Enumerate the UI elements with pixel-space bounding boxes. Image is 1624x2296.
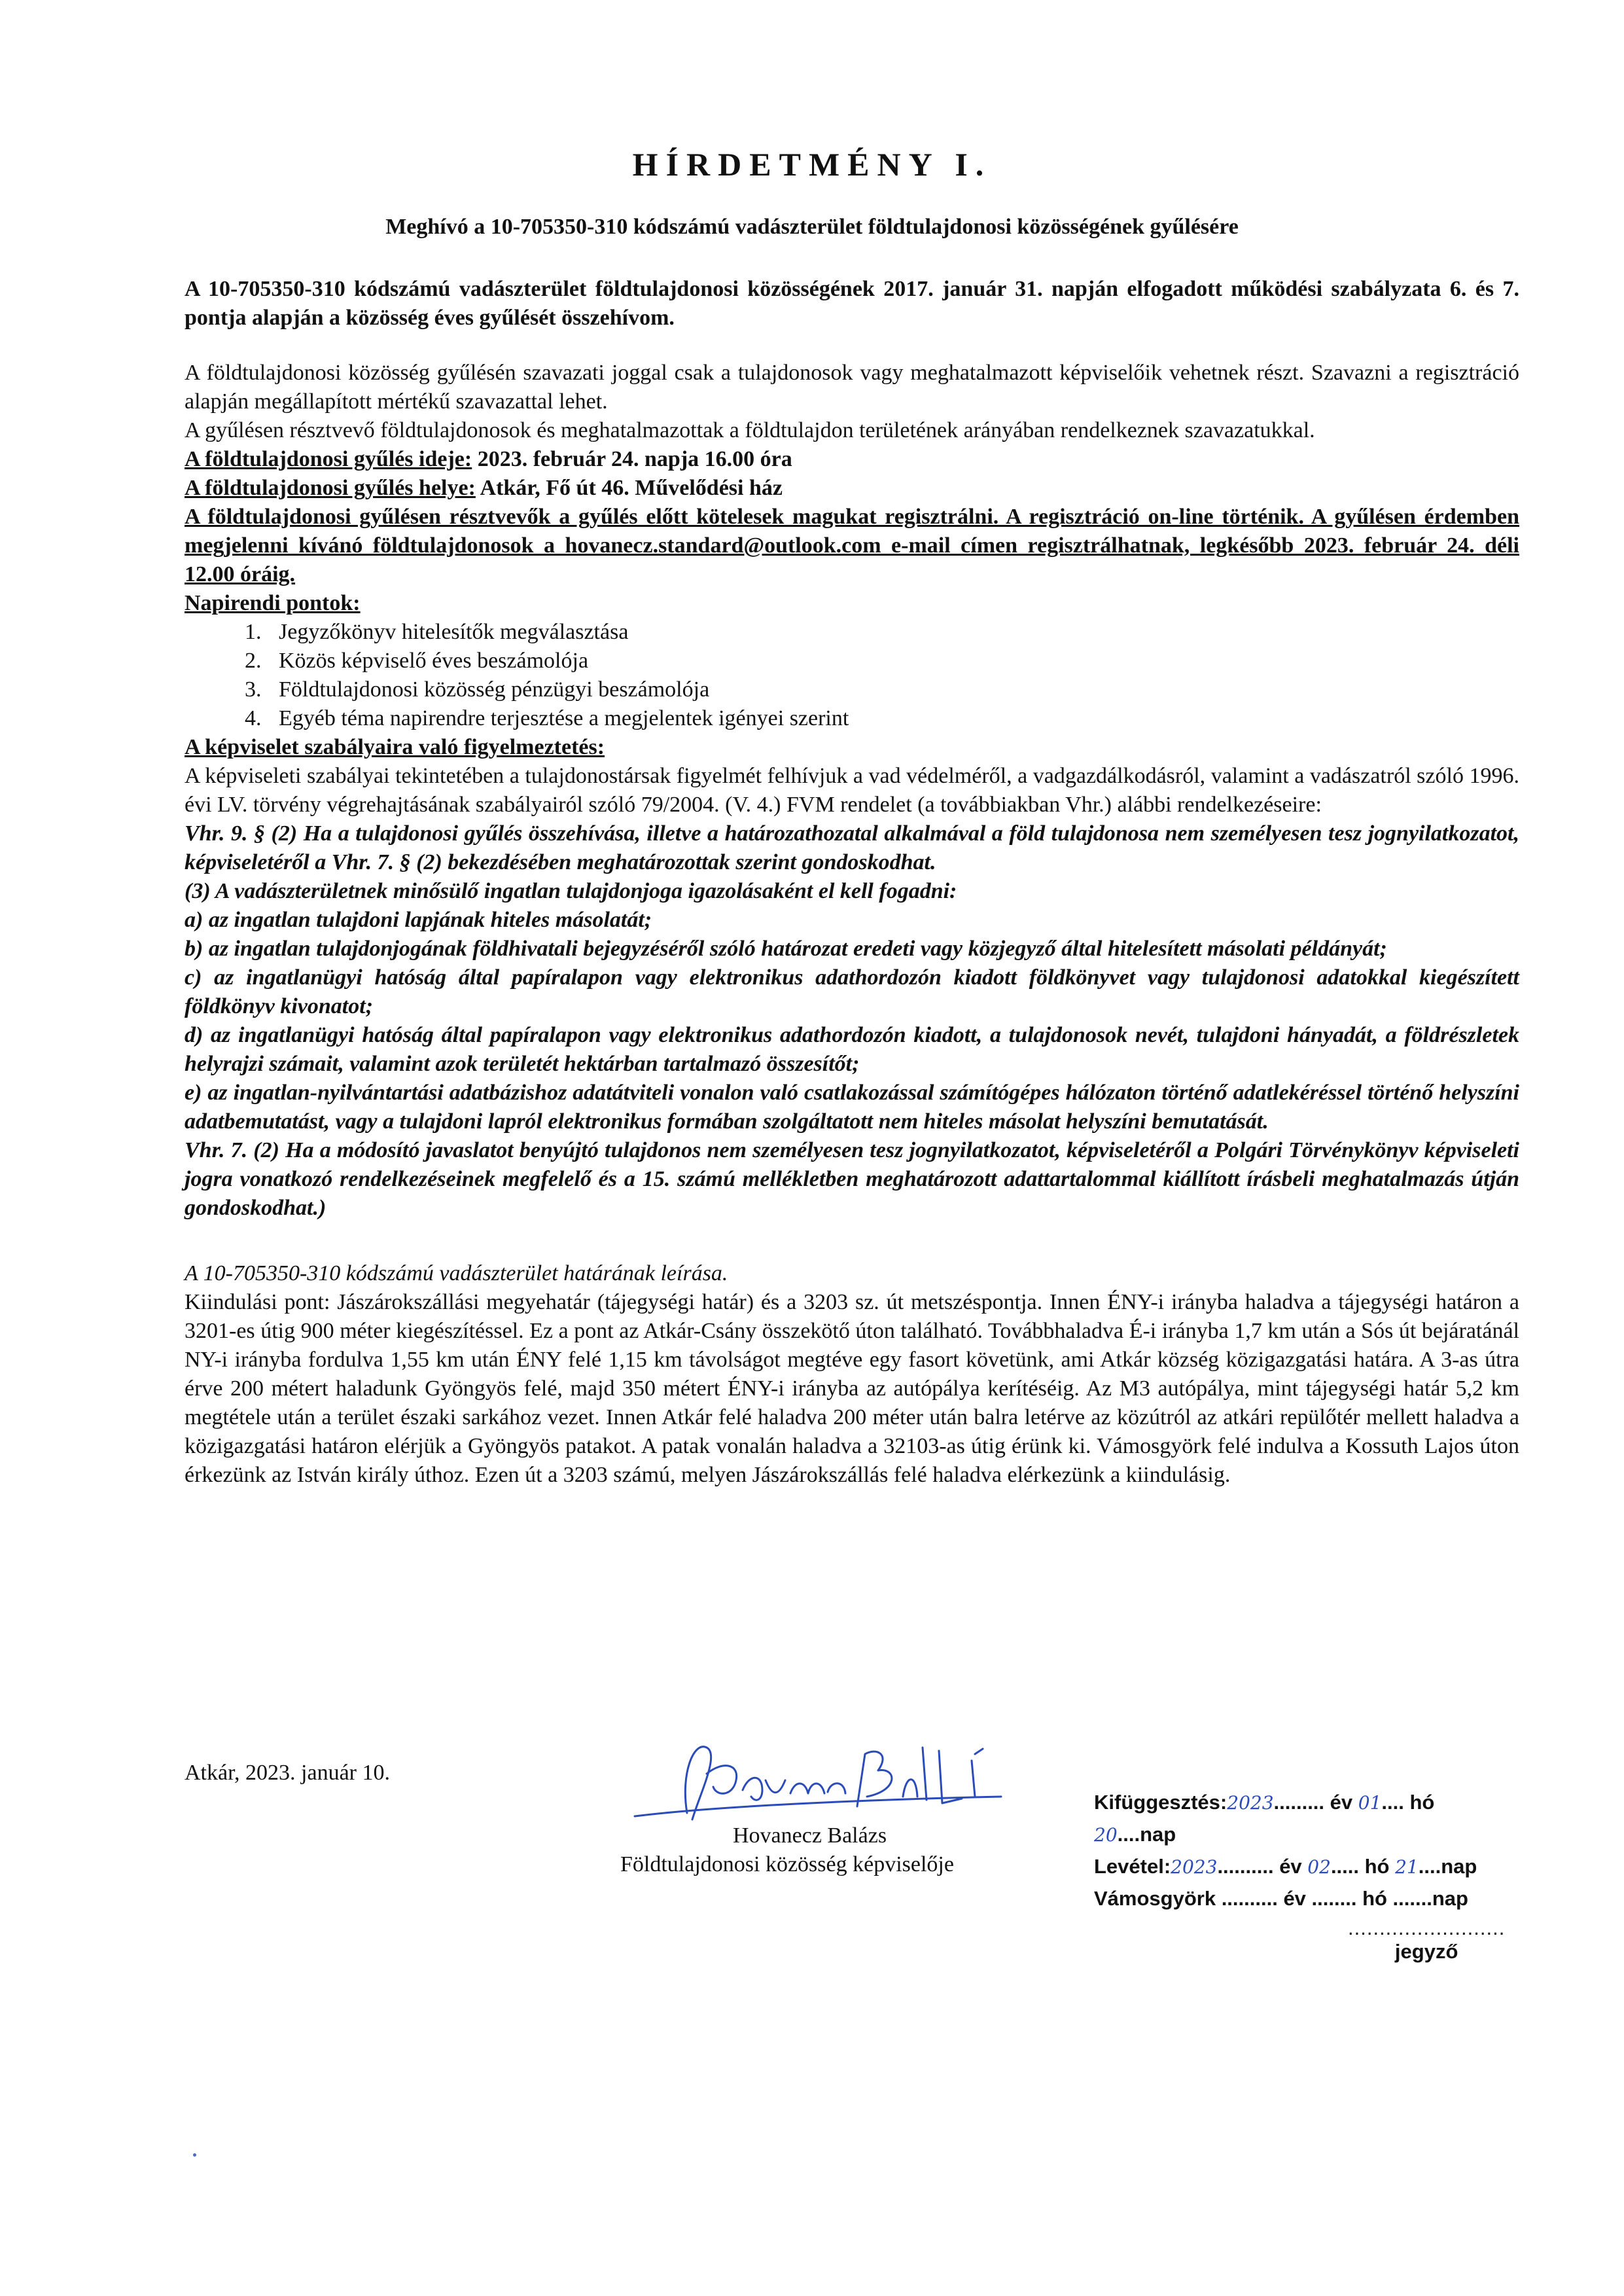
meeting-time-value: 2023. február 24. napja 16.00 óra <box>477 447 792 471</box>
meeting-time-label: A földtulajdonosi gyűlés ideje: <box>185 447 472 471</box>
document-subtitle: Meghívó a 10-705350-310 kódszámú vadászterület földtulajdonosi közösségének gyűlésére <box>385 215 1239 239</box>
agenda-item: 3. Földtulajdonosi közösség pénzügyi beszámolója <box>245 677 710 702</box>
boundary-heading: A 10-705350-310 kódszámú vadászterület határának leírása. <box>185 1261 728 1285</box>
removed-day: 21 <box>1395 1856 1419 1878</box>
law-7-2: Vhr. 7. (2) Ha a módosító javaslatot benyújtó tulajdonos nem személyesen tesz jognyilatkozatot, képviseletéről a Polgári Törvénykönyv képviseleti jogra vonatkozó rendelkezéseinek megfelelő és a 15. számú mellékletben meghatározott adattartalommal kiállított írásbeli meghatalmazás útján gondoskodhat.) <box>185 1138 1519 1220</box>
boundary-paragraph: Kiindulási pont: Jászárokszállási megyehatár (tájegységi határ) és a 3203 sz. út metszéspontja. Innen ÉNY-i irányba haladva a tájegységi határon a 3201-es útig 900 méter kiegészítéssel. Ez a pont az Atkár-Csány összekötő úton található. Továbbhaladva É-i irányba 1,7 km után a Sós út bejáratánál NY-i irányba fordulva 1,55 km után ÉNY felé 1,15 km távolságot megtéve egy fasort követünk, ami Atkár község közigazgatási határa. A 3-as útra érve 200 métert haladunk Gyöngyös felé, majd 350 métert ÉNY-i irányba az autópálya kerítéséig. Az M3 autópálya, mint tájegységi határ 5,2 km megtétele után a terület északi sarkához vezet. Innen Atkár felé haladva 200 méter után balra letérve az közútról az atkári repülőtér mellett haladva a közigazgatási határon elérjük a Gyöngyös patakot. A patak vonalán haladva a 32103-as útig érünk ki. Vámosgyörk felé indulva a Kossuth Lajos úton érkezünk az István király úthoz. Ezen út a 3203 számú, melyen Jászárokszállás felé haladva elérkezünk a kiindulásig. <box>185 1290 1519 1487</box>
posted-year: 2023 <box>1227 1792 1274 1814</box>
law-9-2: Vhr. 9. § (2) Ha a tulajdonosi gyűlés összehívása, illetve a határozathozatal alkalmával a föld tulajdonosa nem személyesen tesz jognyilatkozatot, képviseletéről a Vhr. 7. § (2) bekezdésében meghatározottak szerint gondoskodhat. <box>185 821 1519 874</box>
stamp-town-row: Vámosgyörk .......... év ........ hó .......nap <box>1094 1887 1468 1910</box>
meeting-place-label: A földtulajdonosi gyűlés helye: <box>185 476 476 500</box>
law-item-a: a) az ingatlan tulajdoni lapjának hiteles másolatát; <box>185 908 652 932</box>
stamp-posted-row: Kifüggesztés:2023......... év 01.... hó 20....nap <box>1094 1791 1435 1846</box>
law-item-d: d) az ingatlanügyi hatóság által papíralapon vagy elektronikus adathordozón kiadott, a tulajdonosok nevét, tulajdoni hányadát, a földrészletek helyrajzi számait, valamint azok területét hektárban tartalmazó összesítőt; <box>185 1023 1519 1076</box>
stamp-removed-row: Levétel:2023.......... év 02..... hó 21....nap <box>1094 1855 1477 1878</box>
registration-paragraph: A földtulajdonosi gyűlésen résztvevők a gyűlés előtt kötelesek magukat regisztrálni. A regisztráció on-line történik. A gyűlésen érdemben megjelenni kívánó földtulajdonosok a hovanecz.standard@outlook.com e-mail címen regisztrálhatnak, legkésőbb 2023. február 24. déli 12.00 óráig. <box>185 505 1519 586</box>
law-item-e: e) az ingatlan-nyilvántartási adatbázishoz adatátviteli vonalon való csatlakozással számítógépes hálózaton történő adatlekéréssel történő helyszíni adatbemutatást, vagy a tulajdoni lapról elektronikus formában szolgáltatott nem hiteles másolat helyszíni bemutatását. <box>185 1081 1519 1134</box>
signer-role: Földtulajdonosi közösség képviselője <box>620 1852 954 1876</box>
law-9-3: (3) A vadászterületnek minősülő ingatlan tulajdonjoga igazolásaként el kell fogadni: <box>185 879 957 903</box>
agenda-list <box>185 618 1519 733</box>
law-item-b: b) az ingatlan tulajdonjogának földhivatali bejegyzéséről szóló határozat eredeti vagy közjegyző által hitelesített másolati példányát; <box>185 937 1387 961</box>
intro-paragraph: A 10-705350-310 kódszámú vadászterület földtulajdonosi közösségének 2017. január 31. napján elfogadott működési szabályzata 6. és 7. pontja alapján a közösség éves gyűlését összehívom. <box>185 277 1519 330</box>
proportion-paragraph: A gyűlésen résztvevő földtulajdonosok és meghatalmazottak a földtulajdon területének arányában rendelkeznek szavazatukkal. <box>185 418 1315 442</box>
agenda-heading: Napirendi pontok: <box>185 591 361 615</box>
posted-month: 01 <box>1358 1792 1382 1814</box>
agenda-item: 4. Egyéb téma napirendre terjesztése a megjelentek igényei szerint <box>245 706 849 730</box>
warning-heading: A képviselet szabályaira való figyelmeztetés: <box>185 735 605 759</box>
voting-paragraph: A földtulajdonosi közösség gyűlésén szavazati joggal csak a tulajdonosok vagy meghatalmazott képviselőik vehetnek részt. Szavazni a regisztráció alapján megállapított mértékű szavazattal lehet. <box>185 361 1519 414</box>
notary-signature-line: ......................... jegyző <box>1348 1916 1506 1963</box>
meeting-place-value: Atkár, Fő út 46. Művelődési ház <box>480 476 783 500</box>
agenda-item: 2. Közös képviselő éves beszámolója <box>245 649 589 673</box>
removed-year: 2023 <box>1171 1856 1218 1878</box>
signer-name: Hovanecz Balázs <box>733 1823 887 1848</box>
warning-paragraph: A képviseleti szabályai tekintetében a tulajdonostársak figyelmét felhívjuk a vad védelméről, a vadgazdálkodásról, valamint a vadászatról szóló 1996. évi LV. törvény végrehajtásának szabályairól szóló 79/2004. (V. 4.) FVM rendelet (a továbbiakban Vhr.) alábbi rendelkezéseire: <box>185 764 1519 817</box>
document-body <box>185 275 1519 1490</box>
removed-month: 02 <box>1307 1856 1331 1878</box>
agenda-item: 1. Jegyzőkönyv hitelesítők megválasztása <box>245 620 629 644</box>
document-footer <box>0 1761 1624 2219</box>
meeting-place <box>185 474 1519 503</box>
meeting-time <box>185 445 1519 474</box>
posting-stamp <box>1094 1787 1513 1914</box>
law-item-c: c) az ingatlanügyi hatóság által papíralapon vagy elektronikus adathordozón kiadott földkönyvet vagy tulajdonosi adatokkal kiegészített földkönyv kivonatot; <box>185 965 1519 1018</box>
document-title: HÍRDETMÉNY I. <box>632 146 992 183</box>
posted-day: 20 <box>1094 1824 1118 1846</box>
ink-speck <box>193 2153 196 2157</box>
notary-label: jegyző <box>1394 1940 1458 1963</box>
place-date: Atkár, 2023. január 10. <box>185 1761 391 1785</box>
